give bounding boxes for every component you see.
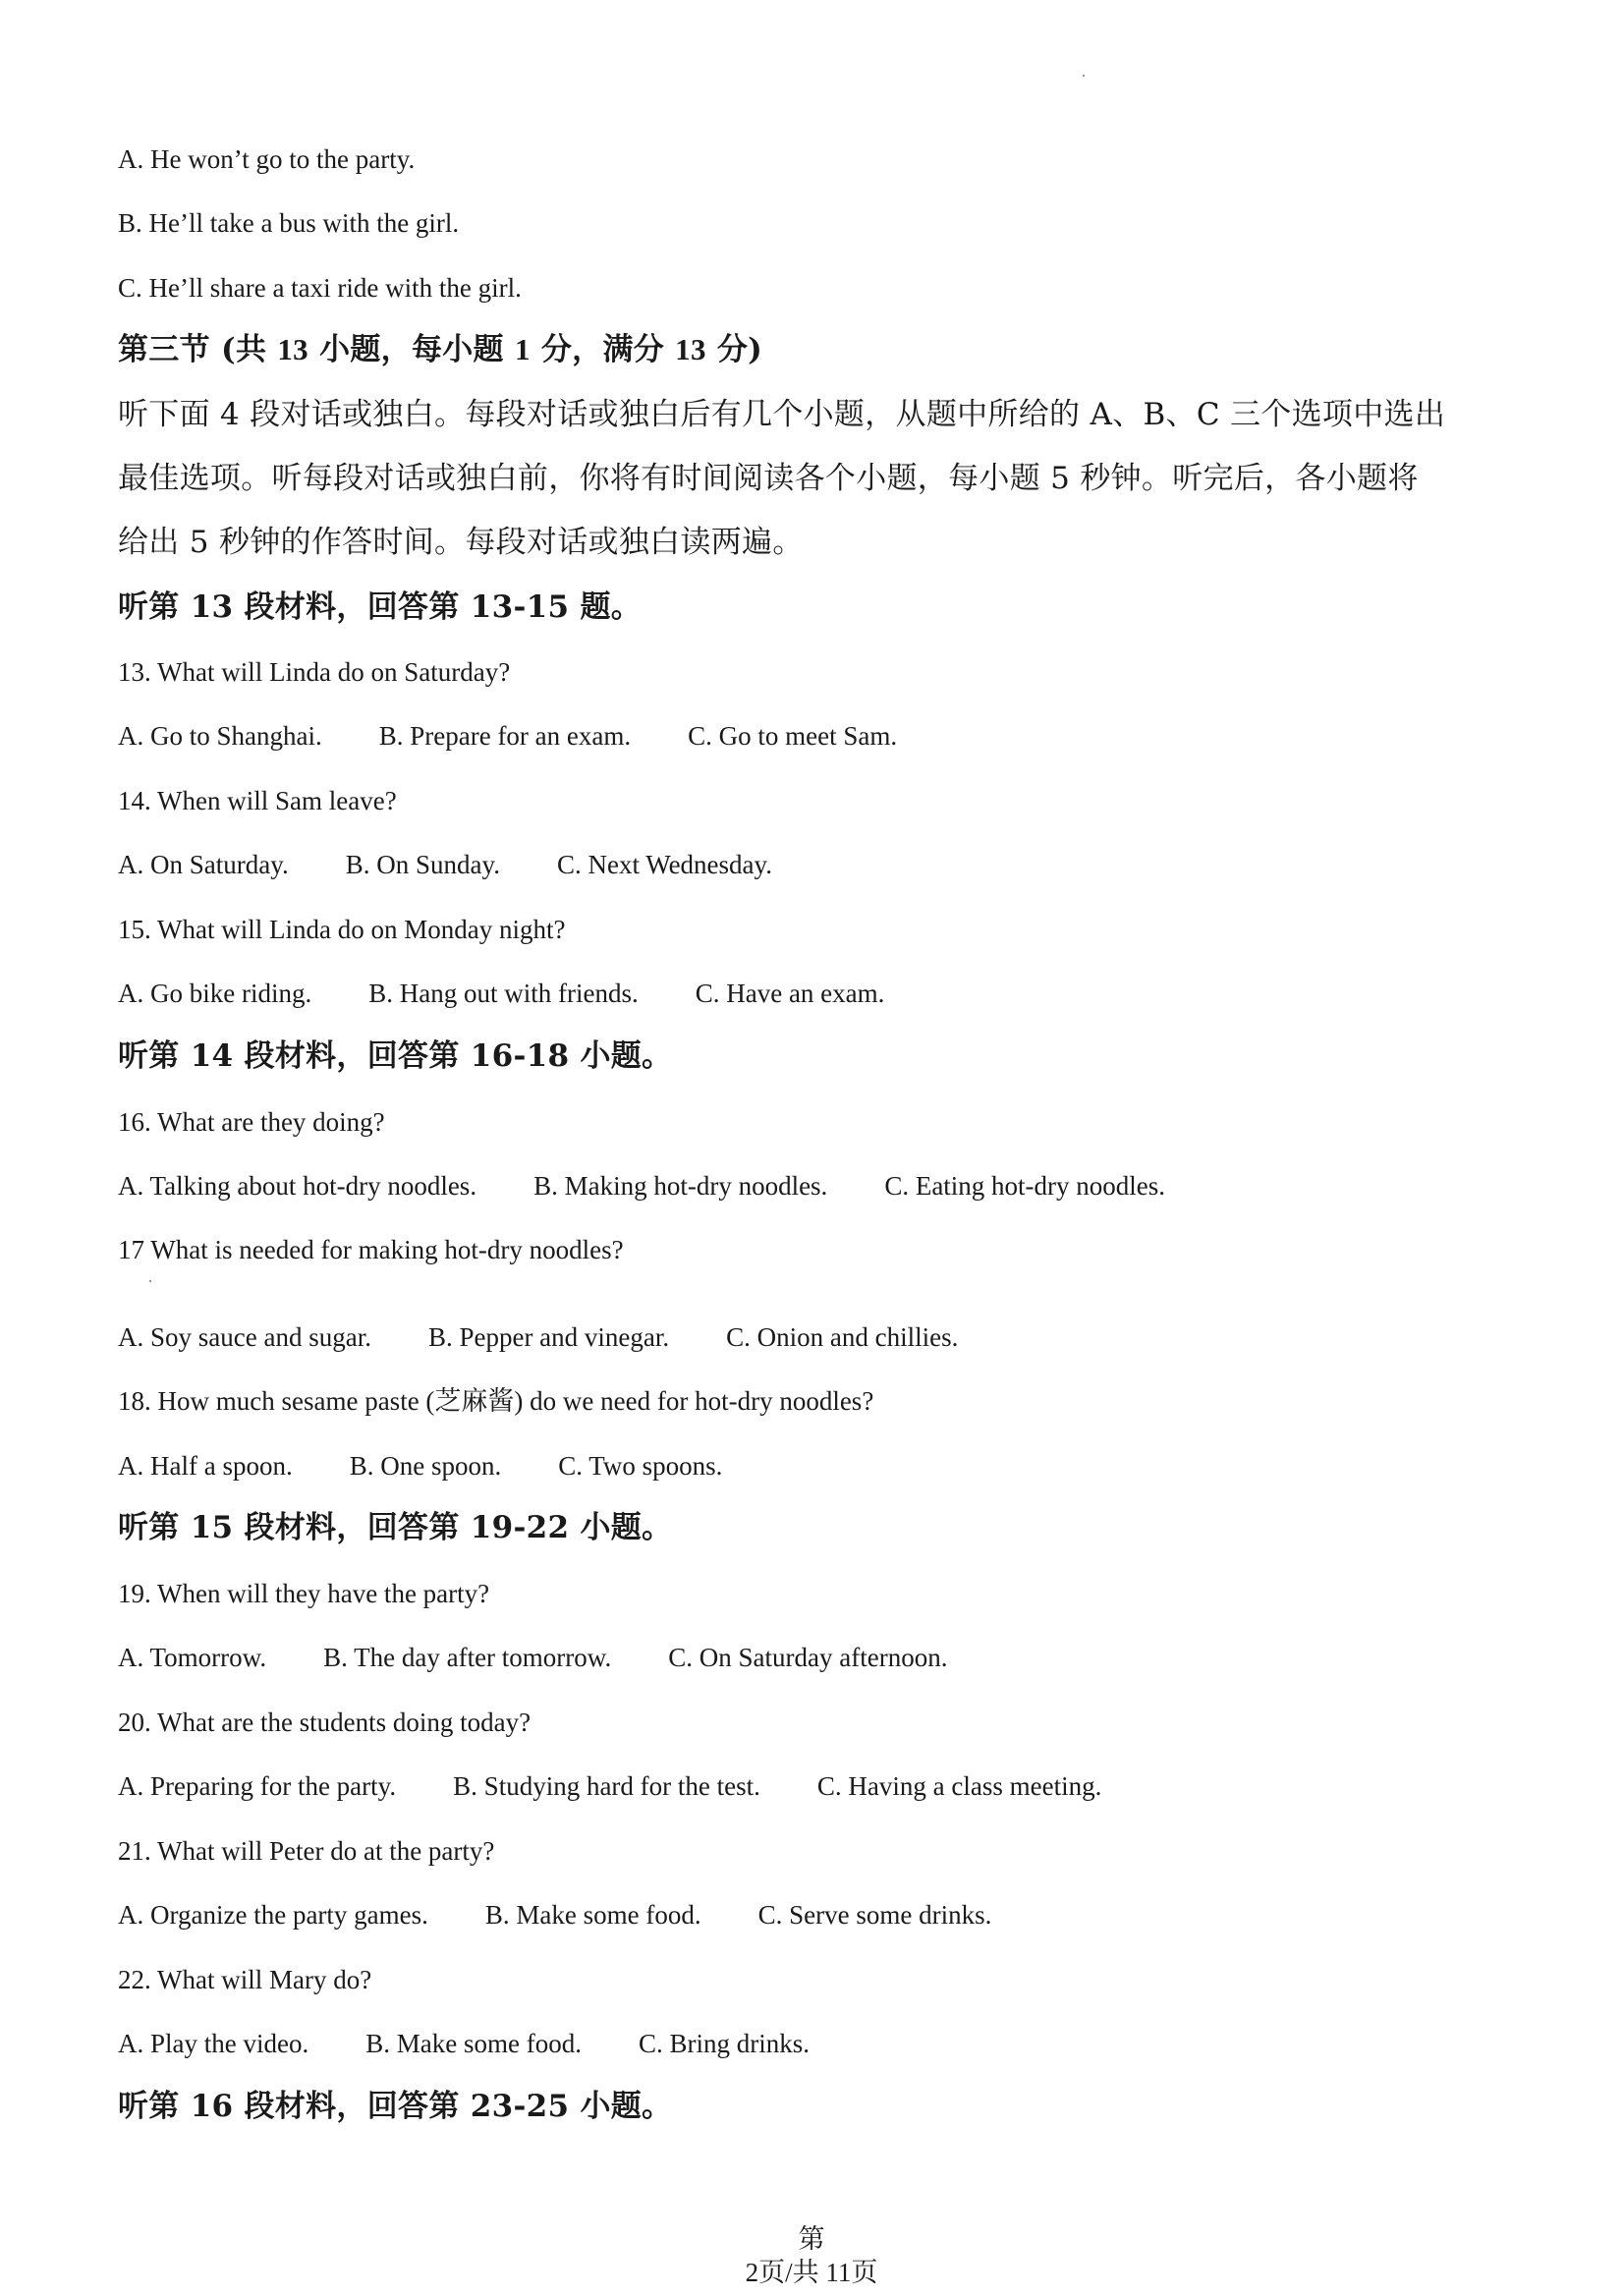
question-17: 17 What is needed for making hot-dry noodles? [118, 1235, 624, 1264]
question-21: 21. What will Peter do at the party? [118, 1836, 495, 1866]
q14-option-b: B. On Sunday. [345, 850, 500, 879]
instructions-line-1: 听下面 4 段对话或独白。每段对话或独白后有几个小题，从题中所给的 A、B、C 三个选项中选出 [118, 397, 1446, 432]
instructions-line-3: 给出 5 秒钟的作答时间。每段对话或独白读两遍。 [118, 525, 804, 560]
q18-option-c: C. Two spoons. [558, 1451, 723, 1481]
question-16-options [118, 1168, 1165, 1204]
question-21-options [118, 1897, 991, 1932]
question-18-options [118, 1448, 722, 1484]
q17-option-b: B. Pepper and vinegar. [427, 1322, 670, 1352]
section-heading-count: 13 [277, 332, 308, 366]
q13-option-a: A. Go to Shanghai. [118, 721, 322, 751]
q21-option-b: B. Make some food. [484, 1900, 701, 1930]
q17-option-a: A. Soy sauce and sugar. [118, 1322, 371, 1352]
section-heading-mid2: 分，满分 [540, 332, 665, 367]
q14-option-c: C. Next Wednesday. [557, 850, 773, 879]
question-20-options [118, 1768, 1101, 1804]
section-heading [118, 330, 762, 369]
q18-option-b: B. One spoon. [349, 1451, 502, 1481]
section-heading-post: 分) [716, 332, 763, 367]
question-15: 15. What will Linda do on Monday night? [118, 915, 566, 944]
q13-option-b: B. Prepare for an exam. [378, 721, 632, 751]
q19-option-c: C. On Saturday afternoon. [668, 1643, 948, 1672]
q15-option-c: C. Have an exam. [695, 979, 885, 1008]
footer-page-label: 第 [798, 2224, 825, 2254]
section-heading-mid1: 小题，每小题 [319, 332, 504, 367]
exam-page [118, 0, 1533, 2296]
q20-option-b: B. Studying hard for the test. [453, 1771, 760, 1801]
question-16: 16. What are they doing? [118, 1107, 385, 1137]
section-heading-points: 1 [514, 332, 531, 366]
prev-option-b: B. He’ll take a bus with the girl. [118, 208, 460, 238]
q13-option-c: C. Go to meet Sam. [688, 721, 898, 751]
q21-option-c: C. Serve some drinks. [757, 1900, 992, 1930]
instructions-line-2: 最佳选项。听每段对话或独白前，你将有时间阅读各个小题，每小题 5 秒钟。听完后，各小题将 [118, 461, 1419, 496]
q19-option-a: A. Tomorrow. [118, 1643, 267, 1672]
prev-option-a: A. He won’t go to the party. [118, 144, 416, 174]
question-19-options [118, 1640, 947, 1675]
section-heading-total: 13 [675, 332, 706, 366]
question-13: 13. What will Linda do on Saturday? [118, 657, 511, 687]
q14-option-a: A. On Saturday. [118, 850, 289, 879]
footer-page-number: 2页/共 11页 [745, 2258, 878, 2287]
q18-option-a: A. Half a spoon. [118, 1451, 293, 1481]
scan-speck [149, 1280, 151, 1282]
prev-option-c: C. He’ll share a taxi ride with the girl. [118, 273, 522, 303]
question-20: 20. What are the students doing today? [118, 1708, 532, 1737]
question-19: 19. When will they have the party? [118, 1579, 490, 1608]
question-14: 14. When will Sam leave? [118, 786, 397, 815]
q15-option-b: B. Hang out with friends. [368, 979, 639, 1008]
question-14-options [118, 847, 772, 882]
q19-option-b: B. The day after tomorrow. [323, 1643, 612, 1672]
material-16-heading: 听第 16 段材料，回答第 23-25 小题。 [118, 2089, 673, 2124]
q17-option-c: C. Onion and chillies. [726, 1322, 959, 1352]
q20-option-c: C. Having a class meeting. [816, 1771, 1102, 1801]
q20-option-a: A. Preparing for the party. [118, 1771, 397, 1801]
material-15-heading: 听第 15 段材料，回答第 19-22 小题。 [118, 1510, 673, 1545]
q22-option-a: A. Play the video. [118, 2029, 309, 2058]
q22-option-c: C. Bring drinks. [638, 2029, 810, 2058]
question-15-options [118, 976, 884, 1011]
q16-option-c: C. Eating hot-dry noodles. [884, 1171, 1166, 1201]
question-17-options [118, 1319, 958, 1355]
q16-option-b: B. Making hot-dry noodles. [533, 1171, 828, 1201]
question-22-options [118, 2026, 810, 2061]
q22-option-b: B. Make some food. [365, 2029, 582, 2058]
q15-option-a: A. Go bike riding. [118, 979, 312, 1008]
material-14-heading: 听第 14 段材料，回答第 16-18 小题。 [118, 1038, 673, 1074]
section-heading-pre: 第三节 (共 [118, 332, 267, 367]
q16-option-a: A. Talking about hot-dry noodles. [118, 1171, 477, 1201]
material-13-heading: 听第 13 段材料，回答第 13-15 题。 [118, 589, 643, 625]
q21-option-a: A. Organize the party games. [118, 1900, 428, 1930]
scan-speck [1083, 75, 1085, 77]
question-13-options [118, 718, 897, 754]
question-18: 18. How much sesame paste (芝麻酱) do we need for hot-dry noodles? [118, 1386, 874, 1416]
question-22: 22. What will Mary do? [118, 1965, 372, 1994]
